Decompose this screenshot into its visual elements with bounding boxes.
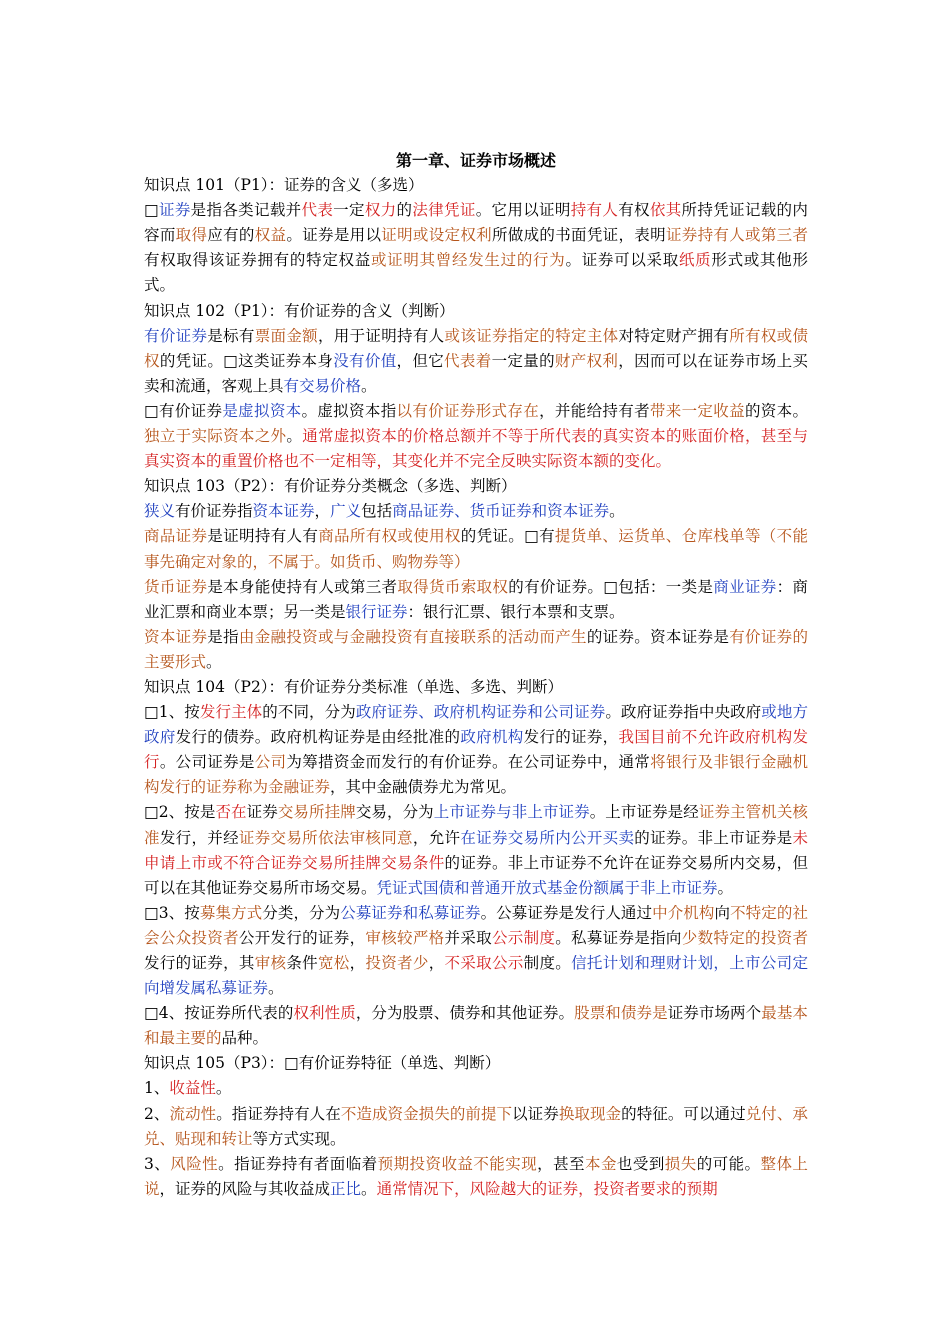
text-segment: 正比	[330, 1179, 362, 1198]
text-segment: 或地方政府	[144, 703, 808, 747]
paragraph	[144, 524, 808, 574]
text-segment: 的特征。可以通过	[621, 1104, 746, 1123]
text-segment: 资本证券	[252, 502, 315, 521]
text-segment: 预期投资收益不能实现	[377, 1154, 538, 1173]
text-segment: 未申请上市或不符合证券交易所挂牌交易条件	[144, 828, 808, 872]
text-segment: ，	[349, 954, 366, 972]
text-segment: 募集方式	[199, 903, 263, 922]
chapter-title: 第一章、证券市场概述	[395, 151, 556, 170]
text-segment: 有价证券指	[175, 502, 253, 521]
text-segment: 商品所有权或使用权	[318, 527, 461, 546]
text-segment: 所持凭证记载的内容而	[144, 201, 808, 245]
text-segment: 包括	[361, 502, 393, 521]
text-segment: 广义	[330, 502, 362, 521]
text-segment: 损失	[664, 1154, 697, 1173]
text-segment: 品种。	[221, 1029, 269, 1048]
text-segment: 所做成的书面凭证，表明	[491, 226, 666, 245]
text-segment: 商品证券	[144, 527, 208, 546]
text-segment: 兑付、承兑、贴现和转让	[144, 1104, 808, 1148]
text-segment: 对特定财产拥有	[618, 326, 730, 345]
text-segment: ，允许	[412, 828, 461, 847]
text-segment: 发行的证券，其	[144, 954, 255, 972]
text-segment: 交易，分为	[355, 803, 434, 822]
text-segment: 证明或设定权利	[381, 226, 492, 245]
text-segment: ：商业汇票和商业本票；另一类是	[144, 577, 808, 621]
text-segment: 。指证券持有者面临着	[218, 1154, 378, 1173]
text-segment: 应有的	[207, 226, 255, 245]
text-segment: 知识点 104（P2）：有价证券分类标准（单选、多选、判断）	[144, 677, 564, 696]
text-segment: 在证券交易所内公开买卖	[460, 828, 635, 847]
text-segment: 为筹措资金而发行的有价证券。在公司证券中，通常	[286, 753, 651, 772]
text-segment: 最基本和最主要的	[144, 1004, 808, 1048]
paragraph	[144, 575, 808, 625]
text-segment: 。	[268, 979, 284, 998]
paragraph	[144, 1152, 808, 1202]
text-segment: 换取现金	[558, 1104, 622, 1123]
text-segment: ，	[314, 502, 331, 521]
text-segment: □3、按	[144, 903, 200, 922]
text-segment: ：银行汇票、银行本票和支票。	[407, 602, 625, 621]
text-segment: 是指	[207, 627, 239, 646]
text-segment: 审核	[254, 954, 287, 972]
text-segment: 取得货币索取权	[397, 577, 509, 596]
paragraph	[144, 499, 808, 524]
text-segment: □1、按	[144, 703, 200, 722]
text-segment: 知识点 101（P1）：证券的含义（多选）	[144, 176, 424, 195]
text-segment: ，但它	[396, 351, 445, 370]
text-segment: 的凭证。□有	[460, 527, 555, 546]
text-segment: 有价证券的主要形式	[144, 627, 808, 671]
text-segment: 风险性	[170, 1154, 219, 1173]
text-segment: 证券	[246, 803, 278, 822]
text-segment: ，	[428, 954, 445, 972]
text-segment: 。	[206, 652, 222, 671]
text-segment: 。上市证券是经	[589, 803, 699, 822]
text-segment: 本金	[585, 1154, 617, 1173]
text-segment: 一定	[333, 201, 365, 220]
text-segment: 法律凭证	[412, 201, 476, 220]
text-segment: 是证明持有人有	[207, 527, 319, 546]
text-segment: 宽松	[317, 954, 350, 972]
text-segment: 由金融投资或与金融投资有直接联系的活动而产生	[238, 627, 587, 646]
text-segment: 纸质	[678, 251, 712, 270]
text-segment: 的凭证。□这类证券本身	[159, 351, 334, 370]
knowledge-point-heading	[144, 675, 808, 700]
text-segment: 信托计划和理财计划，上市公司定向增发属私募证券	[144, 954, 808, 998]
text-segment: 。它用以证明	[475, 201, 571, 220]
text-segment: 以有价证券形式存在	[396, 401, 540, 420]
text-segment: 财产权利	[554, 351, 619, 370]
text-segment: 交易所挂牌	[277, 803, 356, 822]
text-segment: 是本身能使持有人或第三者	[207, 577, 398, 596]
text-segment: 有价证券	[144, 326, 208, 345]
text-segment: 证券	[158, 201, 191, 220]
text-segment: 发行，并经	[159, 828, 239, 847]
text-segment: 证券市场两个	[667, 1004, 762, 1023]
text-segment: 公开发行的证券，	[238, 928, 366, 947]
text-segment: 股票和债券是	[574, 1004, 668, 1023]
text-segment: 的不同，分为	[262, 703, 356, 722]
text-segment: □4、按证券所代表的	[144, 1004, 294, 1023]
text-segment: 权利性质	[293, 1004, 356, 1023]
text-segment: 是虚拟资本	[222, 401, 302, 420]
text-segment: 以证券	[512, 1104, 559, 1123]
text-segment: 上市证券与非上市证券	[433, 803, 590, 822]
text-segment: 的证券。非上市证券是	[634, 828, 793, 847]
text-segment: 审核较严格	[365, 928, 445, 947]
text-segment: 票面金额	[254, 326, 318, 345]
text-segment: ，分为股票、债券和其他证券。	[355, 1004, 575, 1023]
text-segment: 否在	[215, 803, 247, 822]
paragraph	[144, 1102, 808, 1152]
text-segment: 发行的债券。政府机构证券是由经批准的	[175, 728, 461, 747]
text-segment: 取得	[175, 226, 208, 245]
text-segment: 。政府证券指中央政府	[605, 703, 762, 722]
text-segment: 。证券可以采取	[565, 251, 679, 270]
text-segment: 权力	[364, 201, 397, 220]
text-segment: 。公募证券是发行人通过	[480, 903, 653, 922]
text-segment: 依其	[649, 201, 682, 220]
paragraph	[144, 625, 808, 675]
paragraph	[144, 1076, 808, 1101]
text-segment: 。公司证券是	[159, 753, 255, 772]
text-segment: 有权	[618, 201, 650, 220]
text-segment: 政府机构	[460, 728, 524, 747]
text-segment: 一定量的	[491, 351, 555, 370]
text-segment: 或证明其曾经发生过的行为	[370, 251, 566, 270]
text-segment: 我国目前不允许政府机构发行	[144, 728, 808, 772]
paragraph	[144, 198, 808, 298]
text-segment: 不采取公示	[444, 954, 524, 972]
text-segment: ，因而可以在证券市场上买卖和流通，客观上具	[144, 351, 808, 395]
text-segment: 所有权或债权	[144, 326, 808, 370]
text-segment: 知识点 105（P3）：□有价证券特征（单选、判断）	[144, 1054, 501, 1073]
text-segment: 有交易价格	[283, 376, 362, 395]
text-segment: □有价证券	[144, 401, 223, 420]
text-segment: 。私募证券是指向	[555, 928, 682, 947]
text-segment: □	[144, 201, 159, 220]
text-segment: 证券交易所依法审核同意	[238, 828, 413, 847]
text-segment: 狭义	[144, 502, 176, 521]
text-segment: 凭证式国债和普通开放式基金份额属于非上市证券	[376, 878, 718, 897]
text-segment: 商业证券	[713, 577, 777, 596]
knowledge-point-heading	[144, 173, 808, 198]
paragraph	[144, 399, 808, 474]
text-segment: 的资本。	[744, 401, 808, 420]
text-segment: 。指证券持有人在	[216, 1104, 341, 1123]
text-segment: 通常情况下，风险越大的证券，投资者要求的预期	[376, 1179, 718, 1198]
text-segment: 制度。	[523, 954, 572, 972]
paragraph	[144, 700, 808, 800]
text-segment: 。	[609, 502, 625, 521]
text-segment: 。虚拟资本指	[301, 401, 397, 420]
text-segment: 证券主管机关核准	[144, 803, 808, 847]
text-segment: 知识点 102（P1）：有价证券的含义（判断）	[144, 301, 455, 320]
text-segment: 是标有	[207, 326, 255, 345]
text-segment: ，并能给持有者	[539, 401, 650, 420]
text-segment: ，甚至	[537, 1154, 586, 1173]
text-segment: 资本证券	[144, 627, 208, 646]
text-segment: 分类，分为	[262, 903, 341, 922]
text-segment: 等方式实现。	[252, 1129, 346, 1148]
text-segment: 不造成资金损失的前提下	[340, 1104, 513, 1123]
text-segment: 整体上说	[144, 1154, 808, 1198]
text-segment: 通常虚拟资本的价格总额并不等于所代表的真实资本的账面价格，甚至与真实资本的重置价格也不一定相等，其变化并不完全反映实际资本额的变化。	[144, 427, 808, 471]
text-segment: 是指各类记载并	[190, 201, 302, 220]
text-segment: 权益	[254, 226, 287, 245]
text-segment: 银行证券	[345, 602, 408, 621]
text-segment: 代表	[301, 201, 334, 220]
text-segment: 1、	[144, 1079, 170, 1098]
text-segment: 商品证券、货币证券和资本证券	[392, 502, 610, 521]
text-segment: 代表着	[444, 351, 492, 370]
paragraph	[144, 901, 808, 1001]
text-segment: □2、按是	[144, 803, 216, 822]
text-segment: 并采取	[444, 928, 492, 947]
text-segment: 有权取得该证券拥有的特定权益	[144, 251, 371, 270]
text-segment: 。	[717, 878, 734, 897]
text-segment: 条件	[286, 954, 318, 972]
text-segment: 的有价证券。□包括：一类是	[508, 577, 714, 596]
text-segment: 少数特定的投资者	[681, 928, 808, 947]
text-segment: 流动性	[169, 1104, 217, 1123]
text-segment: 公司	[254, 753, 287, 772]
paragraph	[144, 324, 808, 399]
text-segment: 的	[396, 201, 413, 220]
knowledge-point-heading	[144, 474, 808, 499]
text-segment: 投资者少	[365, 954, 429, 972]
text-segment: ，用于证明持有人	[317, 326, 445, 345]
text-segment: 。	[361, 1179, 377, 1198]
text-segment: 将银行及非银行金融机构发行的证券称为金融证券	[144, 753, 808, 797]
text-segment: 没有价值	[333, 351, 397, 370]
text-segment: 证券持有人或第三者	[665, 226, 808, 245]
text-segment: 发行主体	[199, 703, 263, 722]
text-segment: 带来一定收益	[649, 401, 745, 420]
text-segment: 独立于实际资本之外	[144, 427, 287, 446]
knowledge-point-heading	[144, 299, 808, 324]
text-segment: 中介机构	[652, 903, 715, 922]
text-segment: 。	[215, 1079, 232, 1098]
text-segment: 的可能。	[696, 1154, 761, 1173]
text-segment: 2、	[144, 1104, 170, 1123]
text-segment: 。	[361, 376, 377, 395]
text-segment: 政府证券、政府机构证券和公司证券	[355, 703, 606, 722]
text-segment: 发行的证券，	[523, 728, 619, 747]
text-segment: ，其中金融债券尤为常见。	[330, 778, 517, 797]
paragraph	[144, 1001, 808, 1051]
knowledge-point-heading	[144, 1051, 808, 1076]
text-segment: 提货单、运货单、仓库栈单等（不能事先确定对象的，不属于。如货币、购物券等）	[144, 527, 808, 571]
text-segment: 或该证券指定的特定主体	[444, 326, 619, 345]
text-segment: 3、	[144, 1154, 171, 1173]
text-segment: 向	[714, 903, 731, 922]
text-segment: 持有人	[570, 201, 619, 220]
text-segment: 也受到	[616, 1154, 665, 1173]
text-segment: 货币证券	[144, 577, 208, 596]
text-segment: 。证券是用以	[286, 226, 382, 245]
paragraph	[144, 800, 808, 900]
text-segment: ，证券的风险与其收益成	[159, 1179, 331, 1198]
text-segment: 的证券。资本证券是	[586, 627, 730, 646]
text-segment: 收益性	[169, 1079, 216, 1098]
text-segment: 公募证券和私募证券	[340, 903, 481, 922]
text-segment: 知识点 103（P2）：有价证券分类概念（多选、判断）	[144, 477, 517, 496]
text-segment: 公示制度	[491, 928, 556, 947]
text-segment: 不特定的社会公众投资者	[144, 903, 808, 947]
text-segment: 形式或其他形式。	[144, 251, 808, 295]
text-segment: 的证券。非上市证券不允许在证券交易所内交易，但可以在其他证券交易所市场交易。	[144, 853, 808, 897]
paragraph-container	[144, 173, 808, 1202]
document-body	[144, 148, 808, 1202]
text-segment: 。	[286, 427, 303, 446]
